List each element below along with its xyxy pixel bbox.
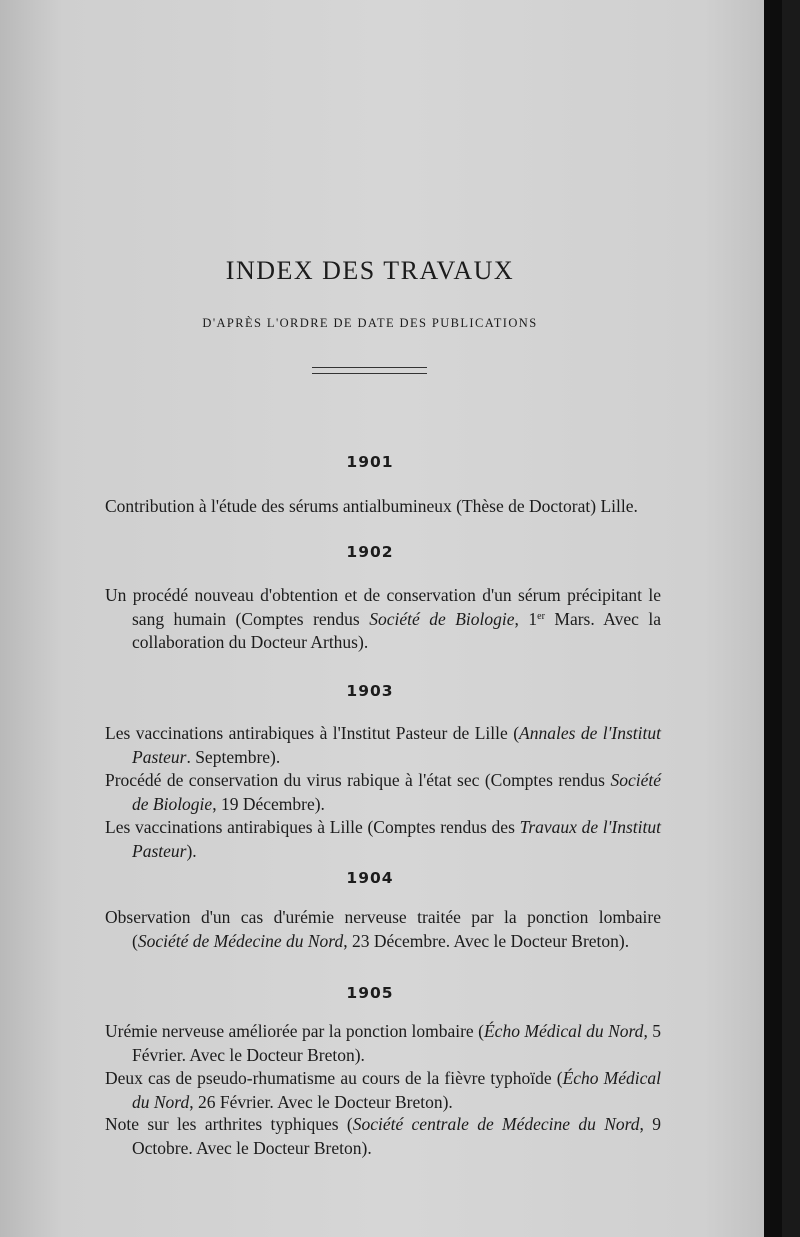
bibliography-entry [105,1113,661,1160]
publication-title: Société centrale de Médecine du Nord [352,1114,640,1134]
entry-text: Deux cas de pseudo-rhumatisme au cours de la fièvre typhoïde ( [105,1068,563,1088]
year-heading: 1904 [346,869,394,887]
entry-text: , 5 Février. Avec le Docteur Breton). [132,1021,662,1065]
entry-text: , 26 Février. Avec le Docteur Breton). [189,1091,453,1112]
entry-text: ). [186,840,197,861]
entry-text: Les vaccinations antirabiques à Lille (Comptes rendus des [105,817,520,837]
entry-text: , 9 Octobre. Avec le Docteur Breton). [132,1114,661,1158]
entry-text: , 23 Décembre. Avec le Docteur Breton). [343,930,630,951]
entry-text: . Septembre). [186,746,281,767]
double-rule-divider [312,367,427,374]
bibliography-entry [105,1067,661,1114]
year-heading: 1905 [346,984,394,1002]
year-heading: 1903 [346,682,394,700]
entry-text: Urémie nerveuse améliorée par la ponction lombaire ( [105,1021,484,1041]
entry-text: Mars. Avec la collaboration du Docteur Arthus). [132,608,661,652]
bibliography-entry [105,722,661,769]
entry-text: Procédé de conservation du virus rabique à l'état sec (Comptes rendus [105,770,611,790]
publication-title: Société de Biologie [369,608,515,629]
publication-title: Société de Biologie [132,770,661,814]
publication-title: Travaux de l'Institut Pasteur [132,817,661,861]
scan-edge [764,0,782,1237]
entry-text: Un procédé nouveau d'obtention et de conservation d'un sérum précipitant le sang humain (Comptes rendus [105,585,661,629]
bibliography-entry [105,906,661,953]
bibliography-entry [105,1020,661,1067]
entry-text: , 1 [514,608,538,629]
publication-title: Société de Médecine du Nord [137,930,344,951]
page-subtitle: D'APRÈS L'ORDRE DE DATE DES PUBLICATIONS [202,316,538,330]
year-heading: 1902 [346,543,394,561]
year-heading: 1901 [346,453,394,471]
entry-text: Les vaccinations antirabiques à l'Institut Pasteur de Lille ( [105,723,520,743]
superscript: er [537,610,545,622]
page-title: INDEX DES TRAVAUX [225,256,515,285]
bibliography-entry [105,584,661,655]
entry-text: Contribution à l'étude des sérums antialbumineux (Thèse de Doctorat) Lille. [105,496,638,516]
bibliography-entry [105,816,661,863]
bibliography-entry [105,769,661,816]
publication-title: Écho Médical du Nord [483,1021,644,1041]
publication-title: Annales de l'Institut Pasteur [132,723,661,767]
entry-text: Observation d'un cas d'urémie nerveuse traitée par la ponction lombaire ( [105,907,661,951]
entry-text: Note sur les arthrites typhiques ( [105,1114,353,1134]
bibliography-entry [105,495,661,519]
publication-title: Écho Médical du Nord [132,1068,662,1112]
entry-text: , 19 Décembre). [212,793,325,814]
